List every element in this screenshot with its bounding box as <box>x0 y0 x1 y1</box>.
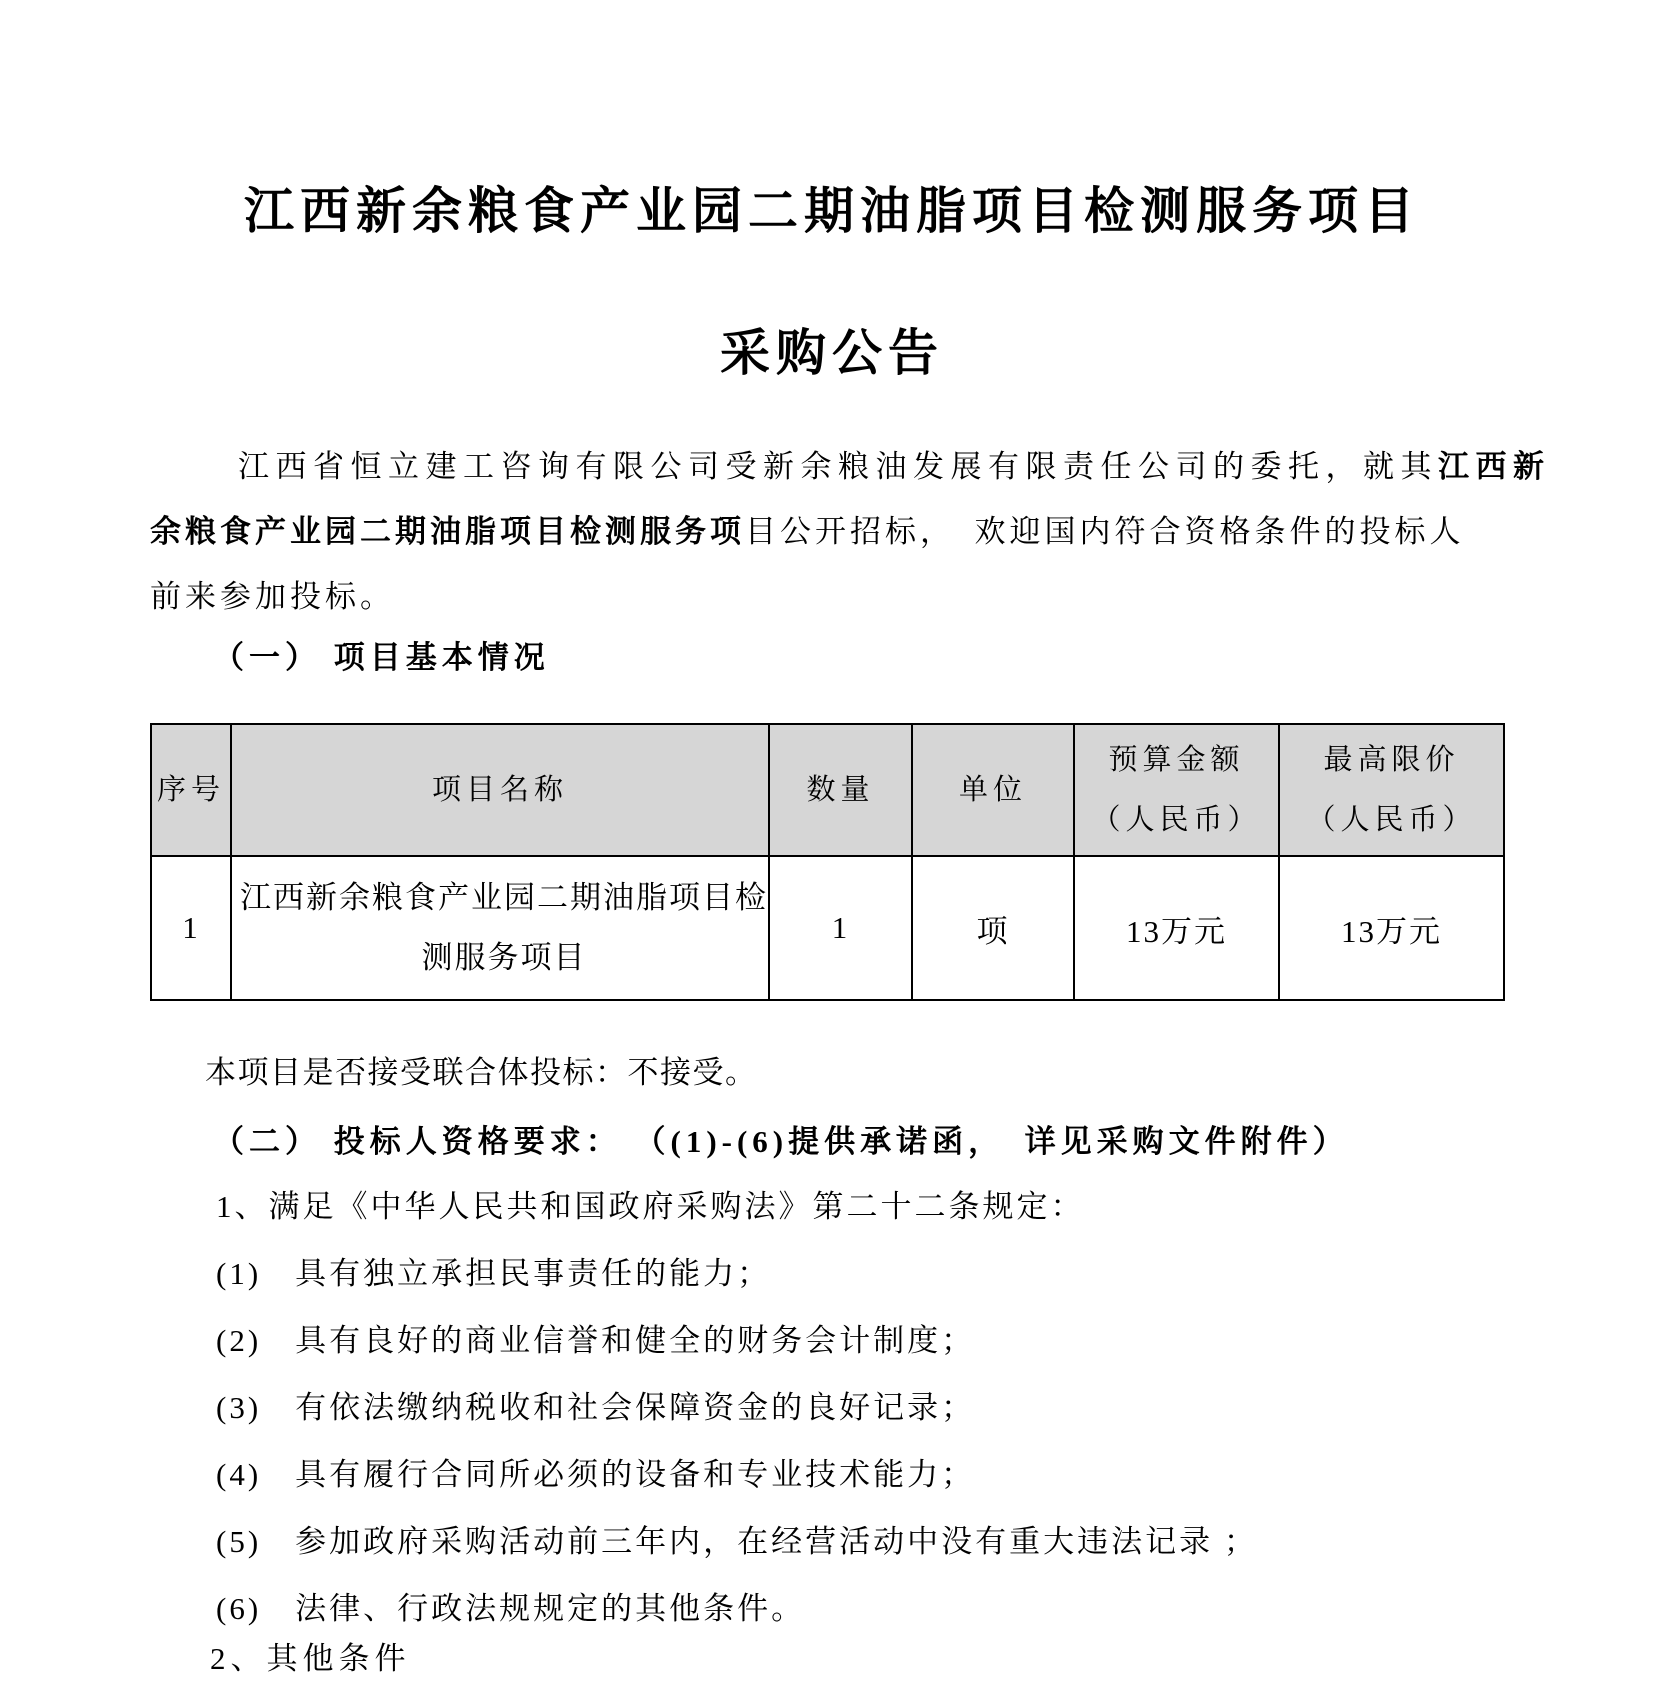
intro-regular-2: 目公开招标， 欢迎国内符合资格条件的投标人 <box>745 514 1465 549</box>
header-budget-sub: （人民币） <box>1091 804 1262 836</box>
header-qty-label: 数量 <box>806 774 875 806</box>
list-item-1: 1、满足《中华人民共和国政府采购法》第二十二条规定： <box>216 1189 1085 1224</box>
list-item-3: (2) 具有良好的商业信誉和健全的财务会计制度； <box>216 1323 976 1358</box>
cell-max-price: 13万元 <box>1279 856 1504 1000</box>
list-item-2: (1) 具有独立承担民事责任的能力； <box>216 1256 772 1291</box>
qualification-list <box>150 1163 1514 1642</box>
list-item-6: (5) 参加政府采购活动前三年内，在经营活动中没有重大违法记录 ； <box>216 1524 1258 1559</box>
header-max-price-label: 最高限价 <box>1323 744 1460 776</box>
intro-paragraph <box>150 384 1551 629</box>
intro-bold-2: 余粮食产业园二期油脂项目检测服务项 <box>150 514 745 549</box>
table-header-row <box>151 724 1504 856</box>
header-project-name-label: 项目名称 <box>431 774 568 806</box>
cell-seq: 1 <box>151 856 231 1000</box>
header-unit-label: 单位 <box>958 774 1027 806</box>
cell-budget: 13万元 <box>1074 856 1279 1000</box>
table-row <box>151 856 1504 1000</box>
intro-bold-1: 江西新 <box>1438 449 1551 484</box>
list-item-4: (3) 有依法缴纳税收和社会保障资金的良好记录； <box>216 1390 976 1425</box>
cell-unit: 项 <box>912 856 1074 1000</box>
header-budget <box>1074 724 1279 856</box>
intro-line-1 <box>150 434 1551 499</box>
list-item-7: (6) 法律、行政法规规定的其他条件。 <box>216 1591 806 1626</box>
other-conditions-line: 2、其他条件 <box>210 1641 411 1676</box>
document-title-line1: 江西新余粮食产业园二期油脂项目检测服务项目 <box>244 183 1420 239</box>
intro-regular-1: 江西省恒立建工咨询有限公司受新余粮油发展有限责任公司的委托，就其 <box>238 449 1438 484</box>
intro-line-2 <box>150 499 1514 564</box>
header-seq-label: 序号 <box>156 774 225 806</box>
header-max-price-sub: （人民币） <box>1306 804 1477 836</box>
header-max-price <box>1279 724 1504 856</box>
document-title-line2: 采购公告 <box>720 325 944 381</box>
header-unit <box>912 724 1074 856</box>
header-qty <box>769 724 912 856</box>
list-item-5: (4) 具有履行合同所必须的设备和专业技术能力； <box>216 1457 976 1492</box>
cell-project-name: 江西新余粮食产业园二期油脂项目检测服务项目 <box>231 856 769 1000</box>
header-budget-label: 预算金额 <box>1108 744 1245 776</box>
intro-regular-3: 前来参加投标。 <box>150 579 395 614</box>
section-1-heading: （一） 项目基本情况 <box>213 640 550 675</box>
project-info-table <box>150 723 1505 1001</box>
intro-line-3 <box>150 564 1514 629</box>
joint-bid-note: 本项目是否接受联合体投标：不接受。 <box>205 1055 758 1090</box>
section-2-heading: （二） 投标人资格要求： （(1)-(6)提供承诺函， 详见采购文件附件） <box>213 1124 1349 1159</box>
header-project-name <box>231 724 769 856</box>
header-seq <box>151 724 231 856</box>
cell-qty: 1 <box>769 856 912 1000</box>
